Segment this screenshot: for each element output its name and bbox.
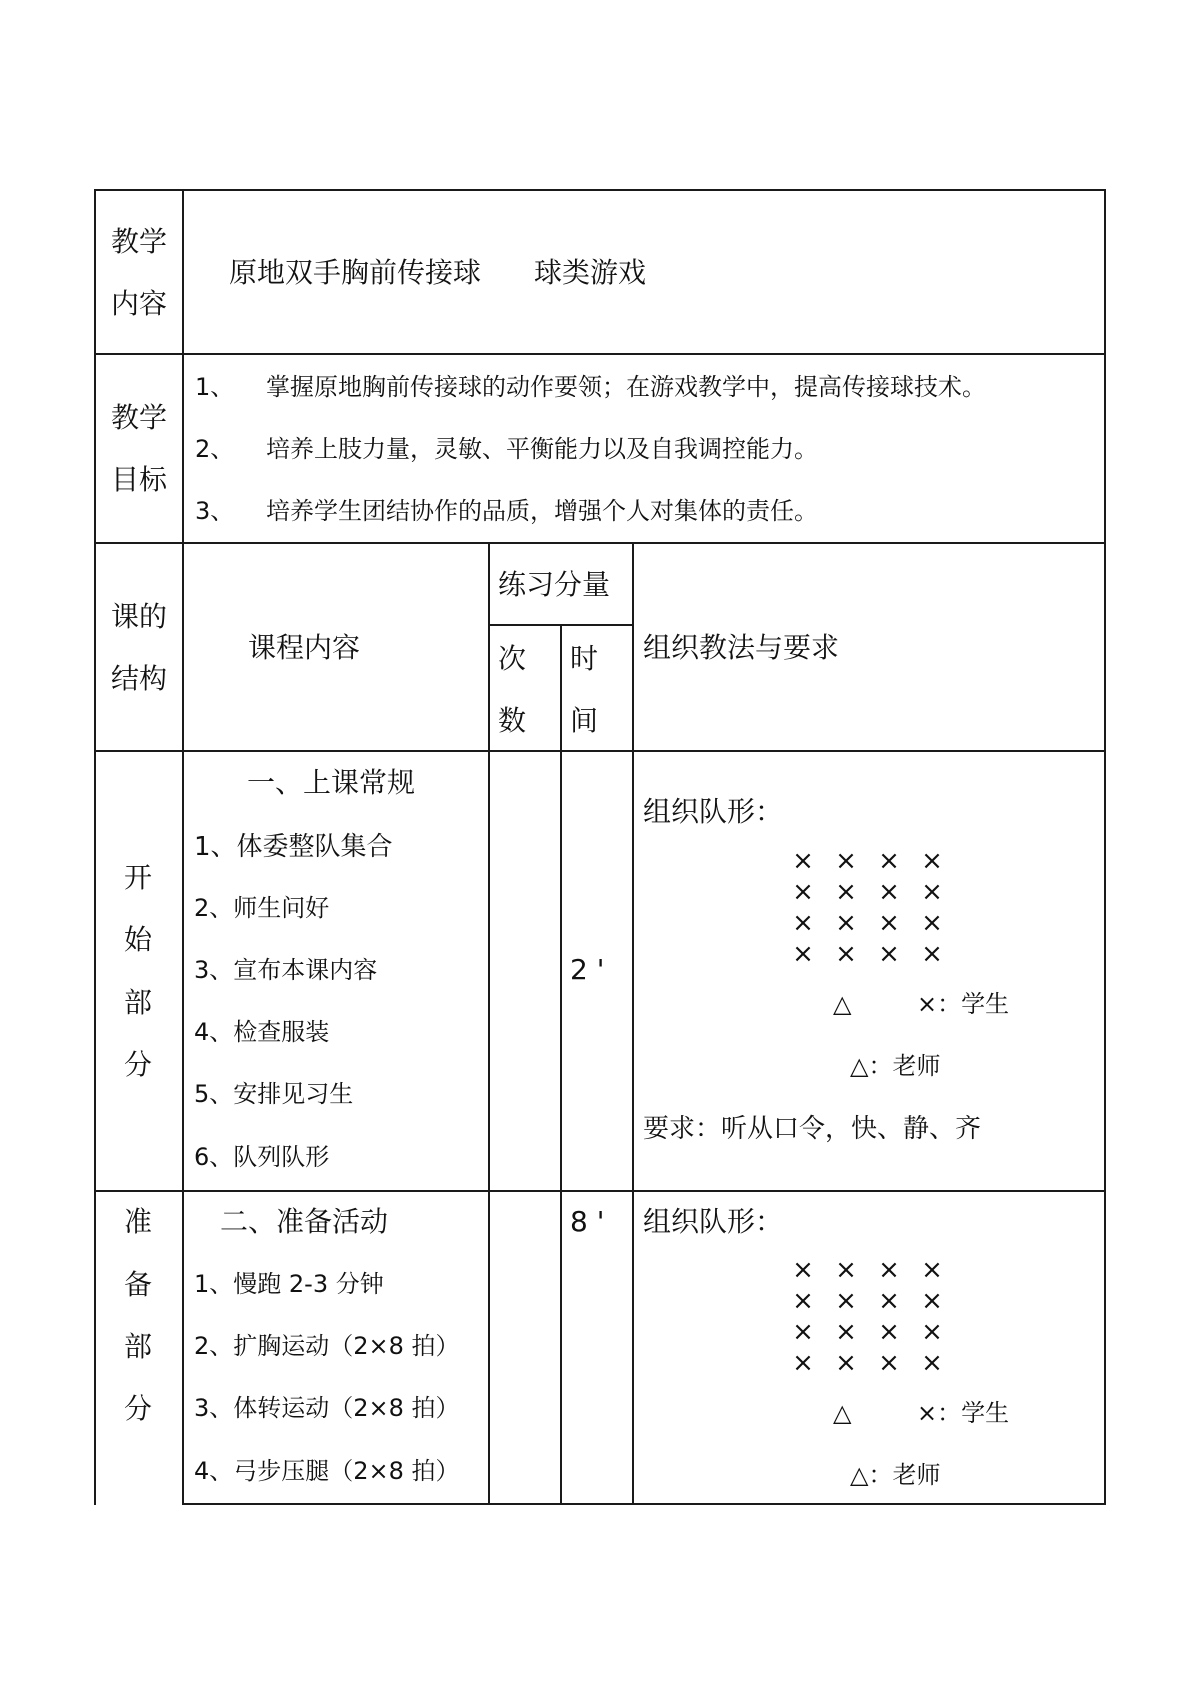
prep-item-3: 3、体转运动（2×8 拍） (194, 1394, 460, 1422)
student-mark: × (878, 877, 900, 907)
student-mark: × (921, 939, 943, 969)
student-mark: × (921, 1286, 943, 1316)
prep-label-char-2: 备 (124, 1268, 153, 1301)
header-label-line2: 结构 (111, 662, 168, 695)
prep-legend-student: ×：学生 (917, 1399, 1010, 1427)
header-practice-amount: 练习分量 (498, 568, 611, 601)
student-mark: × (878, 1255, 900, 1285)
student-mark: × (878, 1317, 900, 1347)
student-mark: × (878, 908, 900, 938)
teaching-content-a: 原地双手胸前传接球 (229, 256, 482, 289)
border-header-bottom (94, 750, 1106, 752)
border-time-col-right (632, 542, 634, 1505)
start-item-6: 6、队列队形 (194, 1143, 330, 1171)
start-item-2: 2、师生问好 (194, 894, 330, 922)
student-mark: × (921, 1255, 943, 1285)
goal-2-text: 培养上肢力量，灵敏、平衡能力以及自我调控能力。 (266, 435, 818, 463)
prep-item-4: 4、弓步压腿（2×8 拍） (194, 1457, 460, 1485)
border-row1-bottom (94, 353, 1106, 355)
header-organization-method: 组织教法与要求 (643, 631, 840, 664)
header-count-line1: 次 (498, 642, 527, 675)
prep-item-2: 2、扩胸运动（2×8 拍） (194, 1332, 460, 1360)
header-course-content: 课程内容 (248, 631, 361, 664)
student-mark: × (792, 846, 814, 876)
border-top (94, 189, 1106, 191)
border-right (1104, 189, 1106, 1505)
start-requirement: 要求：听从口令，快、静、齐 (643, 1114, 982, 1144)
start-teacher-mark: △ (833, 990, 852, 1018)
student-mark: × (835, 1255, 857, 1285)
start-legend-teacher: △：老师 (850, 1052, 941, 1080)
prep-time: 8 ' (570, 1205, 605, 1238)
start-label-char-1: 开 (124, 861, 153, 894)
student-mark: × (835, 877, 857, 907)
student-mark: × (792, 1286, 814, 1316)
student-mark: × (878, 1286, 900, 1316)
row2-label-line2: 目标 (111, 463, 168, 496)
goal-3-number: 3、 (195, 497, 235, 525)
start-label-char-2: 始 (124, 923, 153, 956)
prep-label-char-3: 部 (124, 1330, 153, 1363)
border-start-bottom (94, 1190, 1106, 1192)
prep-teacher-mark: △ (833, 1399, 852, 1427)
student-mark: × (835, 908, 857, 938)
student-mark: × (835, 1317, 857, 1347)
student-mark: × (792, 908, 814, 938)
goal-2-number: 2、 (195, 435, 235, 463)
start-legend-student: ×：学生 (917, 990, 1010, 1018)
prep-label-char-4: 分 (124, 1392, 153, 1425)
student-mark: × (878, 939, 900, 969)
prep-item-1: 1、慢跑 2-3 分钟 (194, 1270, 384, 1298)
goal-1-text: 掌握原地胸前传接球的动作要领；在游戏教学中，提高传接球技术。 (266, 373, 986, 401)
header-count-line2: 数 (498, 704, 527, 737)
student-mark: × (792, 877, 814, 907)
start-item-4: 4、检查服装 (194, 1018, 330, 1046)
border-count-col-right (560, 625, 562, 1505)
prep-org-title: 组织队形： (643, 1205, 784, 1238)
header-label-line1: 课的 (111, 600, 168, 633)
student-mark: × (921, 1348, 943, 1378)
border-row2-bottom (94, 542, 1106, 544)
row1-label-line1: 教学 (111, 225, 168, 258)
header-time-line2: 间 (570, 704, 599, 737)
student-mark: × (835, 1286, 857, 1316)
start-item-1: 1、体委整队集合 (194, 832, 393, 862)
start-time: 2 ' (570, 953, 605, 986)
student-mark: × (835, 1348, 857, 1378)
prep-section-title: 二、准备活动 (220, 1205, 389, 1238)
border-label-col (182, 189, 184, 1505)
student-mark: × (921, 908, 943, 938)
start-item-5: 5、安排见习生 (194, 1080, 354, 1108)
student-mark: × (878, 1348, 900, 1378)
row1-label-line2: 内容 (111, 287, 168, 320)
student-mark: × (792, 1348, 814, 1378)
prep-legend-teacher: △：老师 (850, 1461, 941, 1489)
goal-1-number: 1、 (195, 373, 235, 401)
row2-label-line1: 教学 (111, 401, 168, 434)
border-bottom (183, 1503, 1106, 1505)
student-mark: × (835, 846, 857, 876)
goal-3-text: 培养学生团结协作的品质，增强个人对集体的责任。 (266, 497, 818, 525)
start-label-char-3: 部 (124, 986, 153, 1019)
header-time-line1: 时 (570, 642, 599, 675)
student-mark: × (792, 1255, 814, 1285)
start-section-title: 一、上课常规 (247, 766, 416, 799)
start-label-char-4: 分 (124, 1048, 153, 1081)
student-mark: × (921, 846, 943, 876)
student-mark: × (835, 939, 857, 969)
start-org-title: 组织队形： (643, 795, 784, 828)
student-mark: × (792, 1317, 814, 1347)
border-left (94, 189, 96, 1505)
prep-label-char-1: 准 (124, 1205, 153, 1238)
teaching-content-b: 球类游戏 (534, 256, 647, 289)
border-count-col-left (488, 542, 490, 1505)
student-mark: × (792, 939, 814, 969)
student-mark: × (878, 846, 900, 876)
start-item-3: 3、宣布本课内容 (194, 956, 378, 984)
student-mark: × (921, 1317, 943, 1347)
student-mark: × (921, 877, 943, 907)
